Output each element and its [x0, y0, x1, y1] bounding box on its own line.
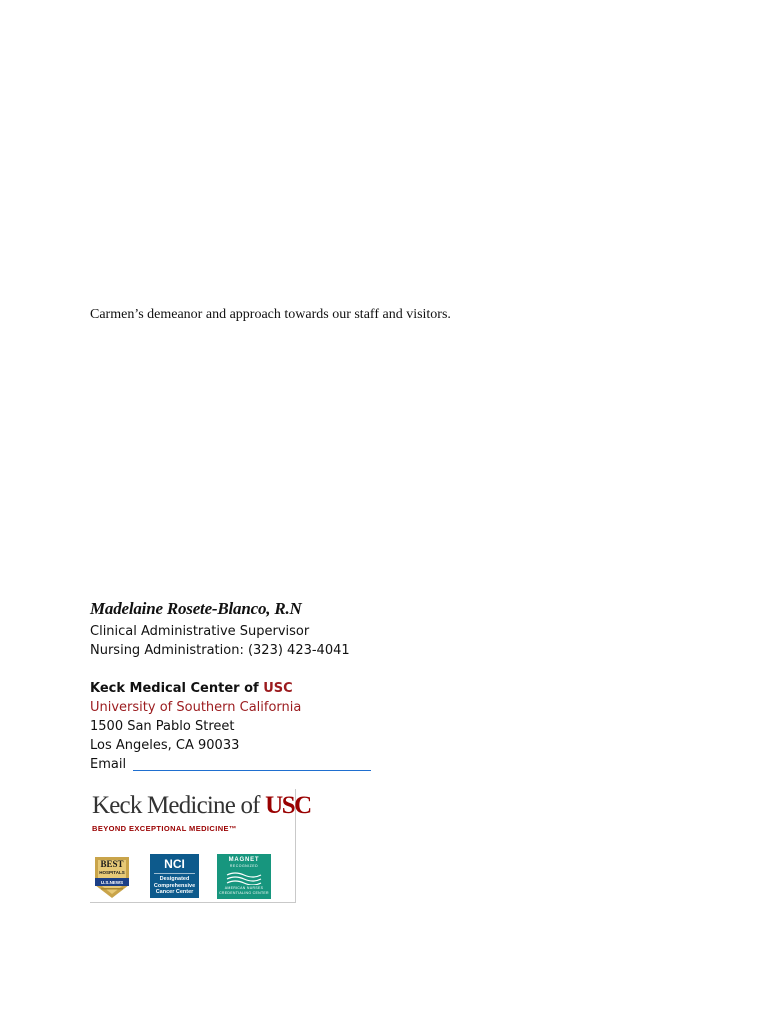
best-hospitals-badge-icon — [92, 855, 132, 899]
email-label: Email — [90, 757, 127, 772]
logo-wordmark — [92, 792, 311, 820]
signature-street: 1500 San Pablo Street — [90, 719, 235, 734]
magnet-wave-icon — [225, 871, 263, 885]
logo-usc-text: USC — [265, 792, 311, 819]
magnet-badge-icon — [217, 854, 271, 899]
signature-organization — [90, 679, 293, 698]
letter-body-text: Carmen’s demeanor and approach towards our staff and visitors. — [90, 307, 451, 322]
best-badge-line3: U.S.NEWS — [100, 880, 124, 885]
logo-main-text: Keck Medicine of — [92, 792, 260, 819]
magnet-sub: RECOGNIZED — [229, 864, 259, 868]
signature-phone: Nursing Administration: (323) 423-4041 — [90, 643, 350, 658]
signature-city: Los Angeles, CA 90033 — [90, 738, 240, 753]
signature-university: University of Southern California — [90, 700, 302, 715]
logo-tagline: BEYOND EXCEPTIONAL MEDICINE™ — [92, 824, 237, 833]
nci-mark: NCI — [164, 857, 185, 871]
best-badge-line1: BEST — [100, 859, 124, 869]
organization-usc: USC — [263, 681, 293, 696]
keck-medicine-logo — [90, 789, 311, 903]
email-link[interactable] — [133, 770, 371, 771]
signature-title: Clinical Administrative Supervisor — [90, 624, 310, 639]
nci-divider — [154, 873, 195, 874]
magnet-foot: AMERICAN NURSES CREDENTIALING CENTER — [219, 886, 269, 895]
organization-prefix: Keck Medical Center of — [90, 681, 259, 696]
magnet-mark: MAGNET — [228, 857, 260, 863]
nci-badge-icon — [150, 854, 199, 898]
best-badge-line2: HOSPITALS — [99, 870, 125, 875]
signature-name: Madelaine Rosete-Blanco, R.N — [90, 599, 302, 618]
nci-text: Designated Comprehensive Cancer Center — [153, 876, 196, 895]
